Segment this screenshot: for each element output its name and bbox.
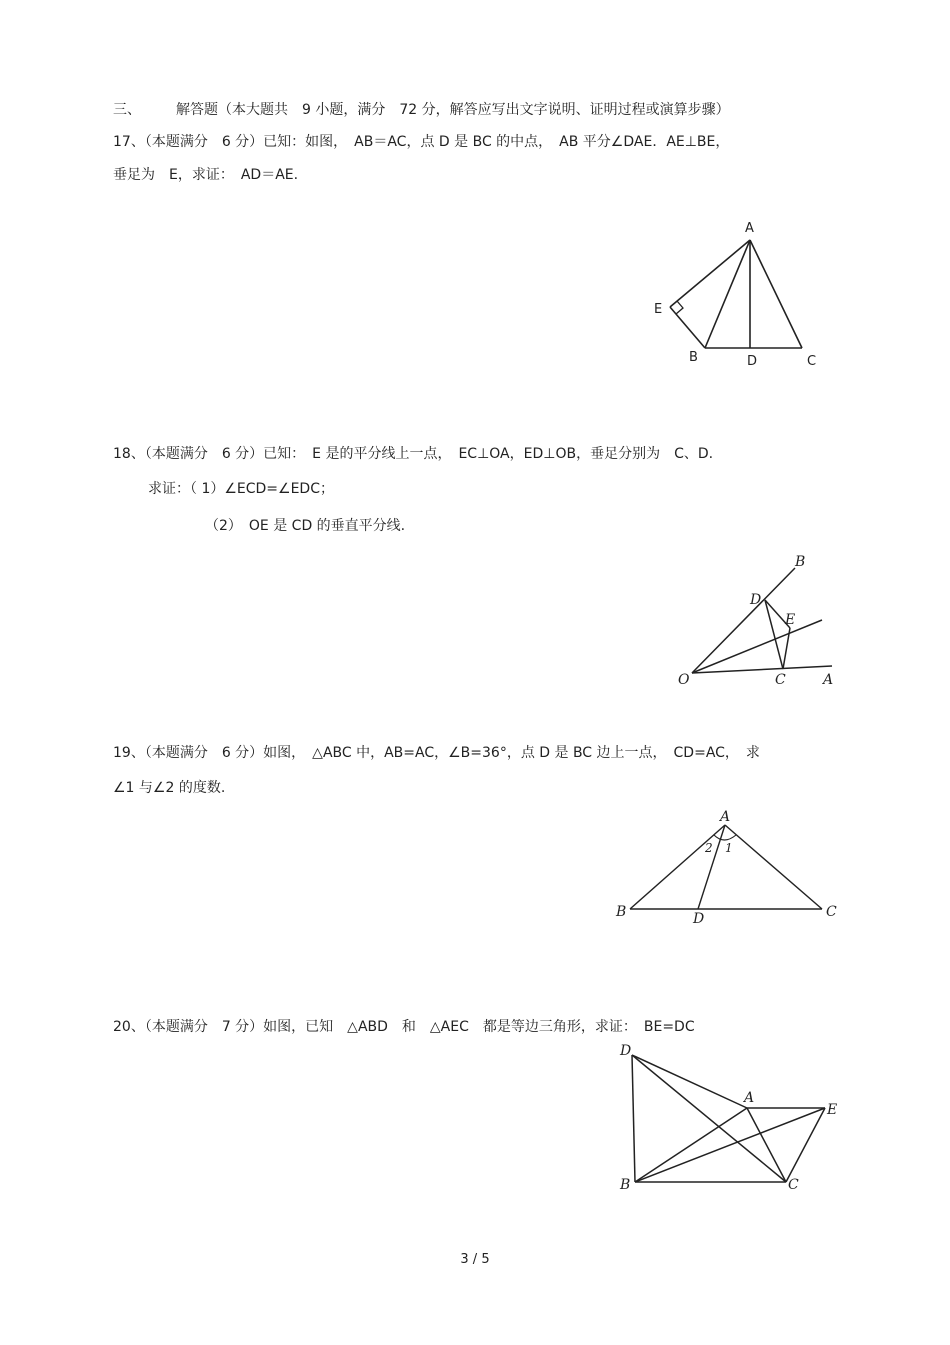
q18-prove-line2: （2） OE 是 CD 的垂直平分线.	[205, 518, 406, 534]
q18-label-o: O	[678, 672, 690, 688]
q18-label-d: D	[750, 592, 762, 608]
q17-segment-ab	[705, 240, 750, 348]
q18-bisector-oe	[692, 620, 822, 673]
q18-label-c: C	[775, 672, 786, 688]
section-header: 三、 解答题（本大题共 9 小题，满分 72 分，解答应写出文字说明、证明过程或演算步骤）	[113, 102, 730, 118]
q17-label-d: D	[747, 354, 758, 369]
q20-label-c: C	[788, 1177, 799, 1193]
q20-label-b: B	[620, 1177, 631, 1193]
q20-segment-db	[632, 1055, 635, 1182]
q19-label-d: D	[693, 911, 705, 927]
q19-label-a: A	[720, 809, 731, 825]
q20-segment-ec	[786, 1108, 825, 1182]
q18-label-a: A	[823, 672, 834, 688]
q20-label-e: E	[827, 1102, 838, 1118]
q17-statement-line1: 17、（本题满分 6 分）已知：如图， AB＝AC，点 D 是 BC 的中点， AB 平分∠DAE．AE⊥BE，	[113, 134, 730, 150]
q17-segment-ae	[670, 240, 750, 307]
q19-segment-ab	[630, 825, 725, 909]
q20-segment-da	[632, 1055, 747, 1108]
q17-right-angle-mark	[676, 301, 683, 314]
q17-label-c: C	[807, 354, 817, 369]
q17-segment-ac	[750, 240, 802, 348]
q18-prove-line1: 求证：（ 1）∠ECD=∠EDC；	[148, 481, 334, 497]
q20-figure	[610, 1035, 850, 1200]
q18-ray-oa	[692, 666, 832, 673]
page-number: 3 / 5	[460, 1252, 490, 1267]
q20-label-d: D	[620, 1043, 632, 1059]
q20-segment-ac	[747, 1108, 786, 1182]
q20-statement-line1: 20、（本题满分 7 分）如图，已知 △ABD 和 △AEC 都是等边三角形，求证： BE=DC	[113, 1019, 695, 1035]
q20-segment-dc	[632, 1055, 786, 1182]
q17-statement-line2: 垂足为 E，求证： AD＝AE.	[113, 167, 299, 183]
q17-label-e: E	[654, 302, 663, 317]
q19-segment-ac	[725, 825, 822, 909]
q18-figure	[670, 548, 850, 693]
q17-label-a: A	[745, 221, 754, 236]
q18-statement-line1: 18、（本题满分 6 分）已知： E 是的平分线上一点， EC⊥OA，ED⊥OB，垂足分别为 C、D.	[113, 446, 714, 462]
q18-label-e: E	[785, 612, 796, 628]
q19-label-c: C	[826, 904, 837, 920]
q19-angle-arc	[714, 835, 736, 840]
q17-figure	[640, 215, 840, 375]
q20-label-a: A	[744, 1090, 755, 1106]
q19-figure	[610, 805, 850, 935]
q17-label-b: B	[689, 350, 698, 365]
q17-segment-be	[670, 307, 705, 348]
q19-angle-label-1: 1	[725, 841, 733, 855]
q19-label-b: B	[616, 904, 627, 920]
q19-statement-line2: ∠1 与∠2 的度数.	[113, 780, 226, 796]
q19-angle-label-2: 2	[705, 841, 713, 855]
q18-label-b: B	[795, 554, 806, 570]
q19-statement-line1: 19、（本题满分 6 分）如图， △ABC 中，AB=AC，∠B=36°，点 D 是 BC 边上一点， CD=AC， 求	[113, 745, 760, 761]
